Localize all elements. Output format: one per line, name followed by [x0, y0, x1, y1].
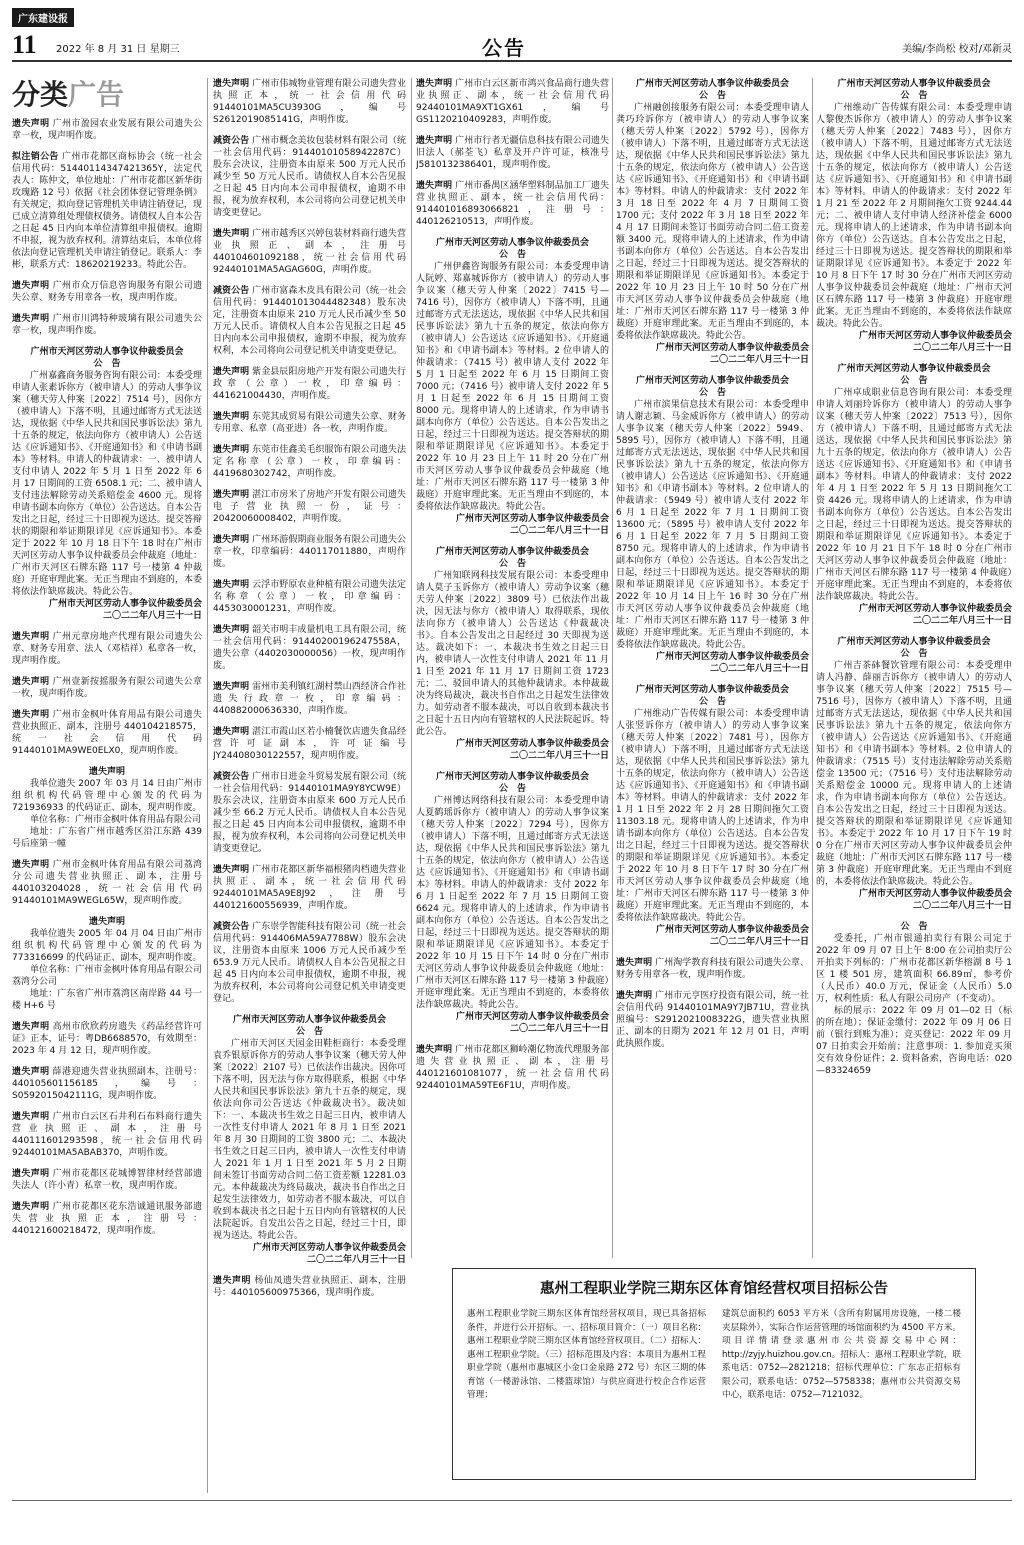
notice-body: 广州卓成职业信息咨询有限公司：本委受理申请人刘丽玲诉你方（被申请人）的劳动人事争议案（穗天劳人仲案〔2022〕7513 号），因你方（被申请人）下落不明，且通过邮寄方式无法送达，现依据《中华人民共和国民事诉讼法》第九十五条的规定，依法向你方（被申请人）公告送达《应诉通知书》、《开庭通知书》和《申请书副本》等材料。申请人的仲裁请求：支付 2022 年 4 月 1 日至 2022 年 5 月 13 日期间拖欠工资 4426 元。现将申请人的上述请求，作为申请书副本向你方（单位）公告送达。自本公告发出之日起，经过三十日即视为送达。提交答辩状的期限和举证期限详见《应诉通知书》。本委定于 2022 年 10 月 21 日下午 18 时 0 分在广州市天河区劳动人事争议仲裁委员会仲裁庭（地址：广州市天河区石牌东路 117 号一楼第 4 仲裁庭）开庭审理此案。无正当理由不到庭的，本委将依法作缺席裁决。特此公告。	[816, 388, 1012, 602]
notice-title: 广州市天河区劳动人事争议仲裁委员会	[232, 1015, 386, 1025]
notice-heading: 遗失声明	[416, 79, 453, 89]
short-notice	[213, 726, 406, 762]
notice-date: 二〇二二年八月三十一日	[912, 616, 1012, 626]
notice-title: 公 告	[900, 922, 928, 932]
notice-text: 广州市元亨医疗投资有限公司，统一社会信用代码 91440101MA9Y7JB71U，营业执照编号：S2912021008322G，遗失营业执照正、副本的日期为 2021 年 12 月 01 日，声明此执照作废。	[616, 991, 809, 1049]
arbitration-notice	[816, 78, 1012, 354]
arbitration-notice	[816, 363, 1012, 627]
newspaper-name: 广东建设报	[12, 8, 74, 27]
notice-text: 广州元章房地产代理有限公司遗失公章、财务专用章、法人（邓桔祥）私章各一枚，现声明作废。	[12, 632, 202, 666]
notice-heading: 减资公告	[213, 286, 250, 296]
notice-list	[12, 1021, 202, 1237]
short-notice	[12, 709, 202, 757]
notice-text: 紫金县辰阳房地产开发有限公司遗失行政章（公章）一枚，印章编码：441621004430，声明作废。	[213, 367, 406, 401]
notice-heading: 遗失声明	[213, 79, 250, 89]
arbitration-notice	[416, 237, 609, 537]
notice-text: 广东崇学智能科技有限公司（统一社会信用代码：914406MA59A7788W）股东会决议，注册资本由原来 1006 万元人民币减少至 653.9 万元人民币。请债权人自本公告见报之日起 45 日内向本公司申报债权，逾期不申报，视为放弃权利，本公司将向公司登记机关申请变更登记。	[213, 922, 406, 1004]
section-title: 公告	[482, 36, 526, 60]
notice-subtitle: 公 告	[498, 250, 526, 260]
notice-list	[213, 78, 406, 1005]
arbitration-notice	[416, 546, 609, 762]
notice-title: 广州市天河区劳动人事争议仲裁委员会	[635, 376, 789, 386]
notice-title: 广州市天河区劳动人事争议仲裁委员会	[30, 347, 184, 357]
notice-title: 广州市天河区劳动人事争议仲裁委员会	[435, 238, 589, 248]
column-divider	[411, 78, 412, 1258]
notice-paragraph: 单位名称：广州市金枫叶体育用品有限公司荔湾分公司	[12, 965, 202, 987]
notice-heading: 遗失声明	[213, 412, 250, 422]
notice-heading: 减资公告	[213, 772, 250, 782]
notice-heading: 减资公告	[213, 136, 250, 146]
column-divider	[207, 78, 208, 1493]
arbitration-notice	[416, 771, 609, 1035]
notice-issuer: 广州市天河区劳动人事争议仲裁委员会	[858, 604, 1012, 614]
notice-subtitle: 公 告	[900, 91, 928, 101]
short-notice	[213, 228, 406, 276]
notice-body: 广州吉茶砵餐饮管理有限公司：本委受理申请人冯静、薛丽吉诉你方（被申请人）的劳动人事争议案（穗天劳人仲案〔2022〕7515 号—7516 号），因你方（被申请人）下落不明，且通过邮寄方式无法送达，现依据《中华人民共和国民事诉讼法》第九十五条的规定，依法向你方（被申请人）公告送达《应诉通知书》、《开庭通知书》和《申请书副本》等材料。2 位申请人的仲裁请求：（7515 号）支付违法解除劳动关系赔偿金 13500 元；（7516 号）支付违法解除劳动关系赔偿金 10000 元。现将申请人的上述请求，作为申请书副本向你方（单位）公告送达。自本公告发出之日起，经过三十日即视为送达。提交答辩状的期限和举证期限详见《应诉通知书》。本委定于 2022 年 10 月 17 日下午 19 时 0 分在广州市天河区劳动人事争议仲裁委员会仲裁庭（地址：广州市天河区石牌东路 117 号一楼第 3 仲裁庭）开庭审理此案。无正当理由不到庭的，本委将依法作缺席裁决。特此公告。	[816, 661, 1012, 887]
arbitration-notice	[213, 1014, 406, 1266]
notice-title: 广州市天河区劳动人事争议仲裁委员会	[837, 364, 991, 374]
notice-body: 广州市滨果信息技术有限公司：本委受理申请人谢志颖、马金威诉你方（被申请人）的劳动人事争议案（穗天劳人仲案〔2022〕5949、5895 号），因你方（被申请人）下落不明，且通过邮寄方式无法送达，现依据《中华人民共和国民事诉讼法》第九十五条的规定，依法向你方（被申请人）公告送达《应诉通知书》、《开庭通知书》和《申请书副本》等材料。2 位申请人的仲裁请求：（5949 号）被申请人支付 2022 年 6 月 1 日起至 2022 年 7 月 1 日期间工资 13600 元；（5895 号）被申请人支付 2022 年 6 月 1 日起至 2022 年 7 月 5 日期间工资 8750 元。现将申请人的上述请求，作为申请书副本向你方（单位）公告送达。自本公告发出之日起，经过三十日即视为送达。提交答辩状的期限和举证期限详见《应诉通知书》。本委定于 2022 年 10 月 14 日上午 16 时 30 分在广州市天河区劳动人事争议仲裁委员会仲裁庭（地址：广州市天河区石牌东路 117 号一楼第 3 仲裁庭）开庭审理此案。无正当理由不到庭的，本委将依法作缺席裁决。特此公告。	[616, 400, 809, 650]
notice-heading: 遗失声明	[616, 991, 653, 1001]
notice-text: 广州市概念美妆包装材料有限公司（统一社会信用代码：91440101058942287C）股东会决议，注册资本由原来 500 万元人民币减少至 50 万元人民币。请债权人自本公告见报之日起 45 日内向本公司申报债权，逾期不申报，视为放弃权利，本公司将向公司登记机关申请变更登记。	[213, 136, 406, 218]
column-1	[12, 78, 202, 1493]
column-2	[213, 78, 406, 1493]
notice-text: 云浮市野原农业种植有限公司遗失法定名称章（公章）一枚，印章编码：4453030001231，声明作废。	[213, 580, 406, 614]
short-notice	[213, 489, 406, 525]
notice-list	[12, 118, 202, 337]
notice-body: 广州融创接服务有限公司：本委受理申请人龚巧玲诉你方（被申请人）的劳动人事争议案（穗天劳人仲案〔2022〕5792 号），因你方（被申请人）下落不明，且通过邮寄方式无法送达，现依据《中华人民共和国民事诉讼法》第九十五条的规定，依法向你方（被申请人）公告送达《应诉通知书》、《开庭通知书》和《申请书副本》等材料。申请人的仲裁请求：支付 2022 年 3 月 18 日至 2022 年 4 月 7 日期间工资 1700 元；支付 2022 年 3 月 18 日至 2022 年 4 月 17 日期间未签订书面劳动合同二倍工资差额 3400 元。现将申请人的上述请求，作为申请书副本向你方（单位）公告送达。自本公告发出之日起，经过三十日即视为送达。提交答辩状的期限和举证期限详见《应诉通知书》。本委定于 2022 年 10 月 23 日上午 10 时 50 分在广州市天河区劳动人事争议仲裁委员会仲裁庭（地址：广州市天河区石牌东路 117 号一楼第 3 仲裁庭）开庭审理此案。无正当理由不到庭的，本委将依法作缺席裁决。特此公告。	[616, 103, 809, 341]
notice-title: 遗失声明	[88, 917, 125, 927]
short-notice	[12, 1168, 202, 1192]
notice-subtitle: 公 告	[295, 1027, 323, 1037]
page-number: 11	[12, 30, 37, 59]
short-notice	[213, 579, 406, 615]
short-notice	[12, 1066, 202, 1102]
short-notice	[213, 1275, 406, 1299]
notice-heading: 遗失声明	[213, 682, 250, 692]
notice-list	[12, 859, 202, 907]
notice-issuer: 广州市天河区劳动人事争议仲裁委员会	[655, 652, 809, 662]
short-notice	[12, 676, 202, 700]
notice-text: 薛港迎遗失营业执照副本，注册号：440105601156185，编号：S0592015042111G，现声明作废。	[12, 1067, 202, 1101]
arbitration-notice	[12, 346, 202, 622]
editor-credits: 美编/李尚松 校对/邓新灵	[902, 44, 1012, 55]
notice-text: 广州市花都区狮岭潮亿物流代理服务部遗失营业执照正、副本，注册号 440121601081077，统一社会信用代码 92440101MA59TE6F1U，声明作废。	[416, 1045, 609, 1091]
notice-heading: 遗失声明	[12, 860, 50, 870]
notice-heading: 遗失声明	[213, 865, 250, 875]
notice-heading: 遗失声明	[213, 727, 250, 737]
notice-heading: 遗失声明	[213, 535, 250, 545]
notice-date: 二〇二二年八月三十一日	[912, 343, 1012, 353]
notice-date: 二〇二二年八月三十一日	[912, 901, 1012, 911]
notice-title: 广州市天河区劳动人事争议仲裁委员会	[435, 772, 589, 782]
notice-date: 二〇二二年八月三十一日	[306, 1255, 406, 1265]
notice-paragraph: 受委托，广州市银通拍卖行有限公司定于 2022 年 09 月 07 日上午 8:00 在公司拍卖厅公开拍卖下列标的：广州市花都区新华榕湖 8 号 1 区 1 楼 501 房，建筑面积 66.89㎡，参考价（人民币）40.0 万元，保证金（人民币）5.0 万，权利性质：私人有限公司房产（不变动）。	[816, 934, 1012, 1004]
notice-text: 广州市花都区花城博智律材经营部遗失法人（许小青）私章一枚，现声明作废。	[12, 1169, 202, 1191]
tender-announcement-box	[452, 1268, 976, 1480]
notice-list	[416, 78, 609, 228]
short-notice	[213, 921, 406, 1005]
short-notice	[12, 313, 202, 337]
lost-certificate-notice	[12, 916, 202, 1012]
notice-list	[12, 631, 202, 757]
tender-body	[467, 1308, 961, 1403]
notice-date: 二〇二二年八月三十一日	[709, 937, 809, 947]
column-5	[816, 78, 1012, 1258]
notice-subtitle: 公 告	[93, 359, 121, 369]
notice-paragraph: 我单位遗失 2007 年 03 月 14 日由广州市组织机构代码管理中心颁发的代码为 721936933 的代码证正、副本，现声明作废。	[12, 779, 202, 813]
short-notice	[213, 444, 406, 480]
notice-issuer: 广州市天河区劳动人事争议仲裁委员会	[455, 514, 609, 524]
notice-subtitle: 公 告	[698, 91, 726, 101]
notice-text: 广州市金枫叶体育用品有限公司遗失营业执照正、副本，注册号 440104218575，统一社会信用代码 91440101MA9WE0ELX0，现声明作废。	[12, 710, 202, 756]
notice-subtitle: 公 告	[900, 649, 928, 659]
notice-issuer: 广州市天河区劳动人事争议仲裁委员会	[252, 1243, 406, 1253]
notice-text: 东莞市佳鑫美毛织服饰有限公司遗失法定名称章（公章）一枚，印章编码：4419680302742，声明作废。	[213, 445, 406, 479]
notice-list	[616, 957, 809, 1050]
notice-title: 广州市天河区劳动人事争议仲裁委员会	[435, 547, 589, 557]
notice-text: 广州市白云区新市鸿兴食品商行遗失营业执照正、副本，统一社会信用代码 92440101MA9XT1GX61，编号 GS1120210409283，声明作废。	[416, 79, 609, 125]
short-notice	[213, 366, 406, 402]
notice-subtitle: 公 告	[698, 697, 726, 707]
short-notice	[616, 957, 809, 981]
notice-paragraph: 我单位遗失 2005 年 04 月 04 日由广州市组织机构代码管理中心颁发的代码为 773316699 的代码证正、副本，现声明作废。	[12, 929, 202, 963]
notice-text: 广州环游假期商业服务有限公司遗失公章一枚，印章编码：440117011880，声明作废。	[213, 535, 406, 569]
notice-list	[416, 1044, 609, 1092]
notice-heading: 遗失声明	[12, 632, 50, 642]
short-notice	[12, 118, 202, 142]
notice-text: 广州市番禺区涵华塑料制品加工厂遗失营业执照正、副本，统一社会信用代码：914401016893066821，注册号：440126210513，声明作废。	[416, 181, 609, 227]
notice-heading: 减资公告	[213, 922, 250, 932]
notice-text: 广州市白云区石井利石布料商行遗失营业执照正、副本，注册号 440111601293598，统一社会信用代码 92440101MA5ABAB370，声明作废。	[12, 1112, 202, 1158]
notice-heading: 遗失声明	[12, 281, 50, 291]
notice-subtitle: 公 告	[498, 784, 526, 794]
banner-main: 分类	[12, 78, 69, 111]
short-notice	[416, 78, 609, 126]
notice-date: 二〇二二年八月三十一日	[509, 1024, 609, 1034]
notice-heading: 遗失声明	[213, 367, 250, 377]
column-4	[616, 78, 809, 1258]
notice-heading: 遗失声明	[213, 445, 250, 455]
short-notice	[213, 681, 406, 717]
notice-heading: 遗失声明	[12, 1067, 50, 1077]
notice-issuer: 广州市天河区劳动人事争议仲裁委员会	[455, 1012, 609, 1022]
short-notice	[213, 864, 406, 912]
notice-heading: 遗失声明	[416, 181, 453, 191]
short-notice	[12, 859, 202, 907]
notice-text: 广州市伟城物业管理有限公司遗失营业执照正本，统一社会信用代码 91440101MA5CU3930G，编号 S2612019085141G，声明作废。	[213, 79, 406, 125]
notice-issuer: 广州市天河区劳动人事争议仲裁委员会	[48, 599, 202, 609]
arbitration-notice	[616, 684, 809, 948]
notice-title: 广州市天河区劳动人事争议仲裁委员会	[635, 79, 789, 89]
tender-title: 惠州工程职业学院三期东区体育馆经营权项目招标公告	[540, 1281, 888, 1297]
short-notice	[12, 151, 202, 271]
notice-heading: 遗失声明	[12, 1169, 50, 1179]
notice-heading: 遗失声明	[213, 1276, 252, 1286]
notice-heading: 遗失声明	[12, 314, 50, 324]
notice-paragraph: 地址：广东省广州市荔湾区南岸路 44 号一楼 H+6 号	[12, 989, 202, 1011]
notice-heading: 遗失声明	[416, 1045, 453, 1055]
short-notice	[416, 180, 609, 228]
notice-text: 广州市花都区商标协会（统一社会信用代码：51440114347421365Y，法定代表人：陈仲文，单位地址：广州市花都区新华街玫瑰路 12 号）依据《社会团体登记管理条例》有关规定，拟向登记管理机关申请注销登记，现已成立清算组处理债权债务。请债权人自本公告之日起 45 日内向本单位清算组申报债权。逾期不申报，视为放弃权利。清算结束后，本单位将依法向登记管理机关申请注销登记。联系人：李彬，联系方式：18620219233。特此公告。	[12, 152, 202, 270]
notice-issuer: 广州市天河区劳动人事争议仲裁委员会	[858, 331, 1012, 341]
notice-title: 广州市天河区劳动人事争议仲裁委员会	[837, 637, 991, 647]
notice-text: 杨仙凤遗失营业执照正、副本，注册号：440105600975366，现声明作废。	[213, 1276, 406, 1298]
header-rule	[12, 60, 1012, 62]
notice-issuer: 广州市天河区劳动人事争议仲裁委员会	[655, 343, 809, 353]
notice-issuer: 广州市天河区劳动人事争议仲裁委员会	[858, 889, 1012, 899]
short-notice	[213, 135, 406, 219]
notice-body: 广州市天河区天园金田鞋柜商行：本委受理袁乔银原诉你方的劳动人事争议案（穗天劳人仲案〔2022〕2107 号）已依法作出裁决。因你可下落不明，因无法与你方取得联系，根据《中华人民共和国民事诉讼法》第九十五条的规定，现依法向你司公告送达《仲裁裁决书》。裁决如下：一、本裁决书生效之日起三日内，被申请人一次性支付申请人 2021 年 8 月 1 日至 2021 年 8 月 30 日期间的工资 3800 元；二、本裁决书生效之日起三日内，被申请人一次性支付申请人 2021 年 1 月 1 日至 2021 年 5 月 2 日期间未签订书面劳动合同二倍工资差额 12281.03 元。本仲裁裁决为终局裁决，裁决书自作出之日起发生法律效力，如劳动者不服本裁决，可以自收到本裁决书之日起十五日内向有管辖权的人民法院起诉。自发出公告之日起，经过三十日，即视为送达。特此公告。	[213, 1039, 406, 1241]
short-notice	[12, 631, 202, 667]
notice-date: 二〇二二年八月三十一日	[709, 664, 809, 674]
notice-body: 广州伊鑫咨询服务有限公司：本委受理申请人阮婷、郑嘉城诉你方（被申请人）的劳动人事争议案（穗天劳人仲案〔2022〕7415 号—7416 号），因你方（被申请人）下落不明，且通过邮寄方式无法送达，现依据《中华人民共和国民事诉讼法》第九十五条的规定，依法向你方（被申请人）公告送达《应诉通知书》、《开庭通知书》和《申请书副本》等材料。2 位申请人的仲裁请求：（7415 号）被申请人支付 2022 年 5 月 1 日起至 2022 年 6 月 15 日期间工资 7000 元；（7416 号）被申请人支付 2022 年 5 月 1 日起至 2022 年 6 月 15 日期间工资 8000 元。现将申请人的上述请求，作为申请书副本向你方（单位）公告送达。自本公告发出之日起，经过三十日即视为送达。提交答辩状的期限和举证期限详见《应诉通知书》。本委定于 2022 年 10 月 23 日上午 11 时 20 分在广州市天河区劳动人事争议仲裁委员会仲裁庭（地址：广州市天河区石牌东路 117 号一楼第 3 仲裁庭）开庭审理此案。无正当理由不到庭的，本委将依法作缺席裁决。特此公告。	[416, 262, 609, 512]
notice-body: 广州博达网络科技有限公司：本委受理申请人夏鹤瑶诉你方（被申请人）的劳动人事争议案（穗天劳人仲案〔2022〕7294 号），因你方（被申请人）下落不明，且通过邮寄方式无法送达，现依据《中华人民共和国民事诉讼法》第九十五条的规定，依法向你方（被申请人）公告送达《应诉通知书》、《开庭通知书》和《申请书副本》等材料。申请人的仲裁请求：支付 2022 年 6 月 1 日起至 2022 年 7 月 15 日期间工资 6624 元。现将申请人的上述请求，作为申请书副本向你方（单位）公告送达。自本公告发出之日起，经过三十日即视为送达。提交答辩状的期限和举证期限详见《应诉通知书》。本委定于 2022 年 10 月 15 日下午 14 时 0 分在广州市天河区劳动人事争议仲裁委员会仲裁庭（地址：广州市天河区石牌东路 117 号一楼第 3 仲裁庭）开庭审理此案。无正当理由不到庭的，本委将依法作缺席裁决。特此公告。	[416, 796, 609, 1010]
short-notice	[12, 1021, 202, 1057]
notice-paragraph: 地址：广东省广州市越秀区沿江东路 439 号后座第一幢	[12, 827, 202, 849]
notice-text: 广州市盈园农业发展有限公司遗失公章一枚，现声明作废。	[12, 119, 202, 141]
notice-text: 湛江市房米了房地产开发有限公司遗失电子营业执照一份，证号：20420060008402，声明作废。	[213, 490, 406, 524]
short-notice	[213, 411, 406, 435]
notice-issuer: 广州市天河区劳动人事争议仲裁委员会	[455, 739, 609, 749]
tender-text-left: 惠州工程职业学院三期东区体育馆经营权项目，现已具备招标条件，并进行公开招标。一、招标项目简介：（一）项目名称：惠州工程职业学院三期东区体育馆经营权项目。（二）招标人：惠州工程职业学院。（三）招标范围及内容：本项目为惠州工程职业学院（惠州市惠城区小金口金泉路 272 号）东区三期的体育馆（一楼游泳馆、二楼篮球馆）与供应商进行校企合作运营管理；	[467, 1309, 706, 1400]
notice-heading: 遗失声明	[12, 1022, 50, 1032]
short-notice	[12, 1201, 202, 1237]
notice-text: 广州市花都区新华福根猪肉档遗失营业执照正、副本，统一社会信用代码 92440101MA5A9E8J92，注册号 440121600556939，声明作废。	[213, 865, 406, 911]
notice-text: 广州市越秀区兴婷包装材料商行遗失营业执照正、副本，注册号 440104601092188，统一社会信用代码 92440101MA5AGAG60G，声明作废。	[213, 229, 406, 275]
notice-text: 韶关市明丰成量机电工具有限公司，统一社会信用代码：91440200196247558A，遗失公章（4402030000056）一枚，现声明作废。	[213, 625, 406, 671]
short-notice	[213, 624, 406, 672]
notice-subtitle: 公 告	[698, 388, 726, 398]
notice-text: 广州市众万信息咨询服务有限公司遗失公章、财务专用章各一枚，现声明作废。	[12, 281, 202, 303]
issue-date: 2022 年 8 月 31 日 星期三	[56, 44, 180, 55]
short-notice	[213, 534, 406, 570]
notice-heading: 遗失声明	[12, 1112, 50, 1122]
notice-text: 高州市欣欣药房遗失《药品经营许可证》正本，证号：粤DB6688570，有效期至：2023 年 4 月 12 日，现声明作废。	[12, 1022, 202, 1056]
notice-title: 遗失声明	[88, 767, 125, 777]
notice-body: 广州维动广告传媒有限公司：本委受理申请人黎俊杰诉你方（被申请人）的劳动人事争议案（穗天劳人仲案〔2022〕7483 号），因你方（被申请人）下落不明，且通过邮寄方式无法送达，现依据《中华人民共和国民事诉讼法》第九十五条的规定，依法向你方（被申请人）公告送达《应诉通知书》、《开庭通知书》和《申请书副本》等材料。申请人的仲裁请求：支付 2022 年 1 月 21 至 2022 年 2 月期间拖欠工资 9244.44 元；二、被申请人支付申请人经济补偿金 6000 元。现将申请人的上述请求，作为申请书副本向你方（单位）公告送达。自本公告发出之日起，经过三十日即视为送达。提交答辩状的期限和举证期限详见《应诉通知书》。本委定于 2022 年 10 月 8 日下午 17 时 30 分在广州市天河区劳动人事争议仲裁委员会仲裁庭（地址：广州市天河区石牌东路 117 号一楼第 3 仲裁庭）开庭审理此案。无正当理由不到庭的，本委将依法作缺席裁决。特此公告。	[816, 103, 1012, 329]
short-notice	[213, 78, 406, 126]
auction-notice	[816, 921, 1012, 1077]
short-notice	[416, 1044, 609, 1092]
short-notice	[416, 135, 609, 171]
notice-body: 广州嘉鑫商务服务咨询有限公司：本委受理申请人张素诉你方（被申请人）的劳动人事争议案（穗天劳人仲案〔2022〕7514 号），因你方（被申请人）下落不明，且通过邮寄方式无法送达，现依据《中华人民共和国民事诉讼法》第九十五条的规定，依法向你方（被申请人）公告送达《应诉通知书》、《开庭通知书》和《申请书副本》等材料。申请人的仲裁请求：一、被申请人支付申请人 2022 年 5 月 1 日至 2022 年 6 月 17 日期间的工资 6508.1 元；二、被申请人支付违法解除劳动关系赔偿金 4600 元。现将申请书副本向你方（单位）公告送达。自本公告发出之日起，经过三十日即视为送达。提交答辩状的期限和举证期限详见《应诉通知书》。本委定于 2022 年 10 月 18 日下午 18 时在广州市天河区劳动人事争议仲裁委员会仲裁庭（地址：广州市天河区石牌东路 117 号一楼第 4 仲裁庭）开庭审理此案。无正当理由不到庭的，本委将依法作缺席裁决。特此公告。	[12, 371, 202, 597]
footer-rule	[12, 1500, 1012, 1501]
arbitration-notice	[616, 78, 809, 366]
lost-certificate-notice	[12, 766, 202, 850]
notice-title: 广州市天河区劳动人事争议仲裁委员会	[635, 685, 789, 695]
notice-text: 广州壹新按摇服务有限公司遗失公章一枚，现声明作废。	[12, 677, 202, 699]
short-notice	[213, 771, 406, 855]
notice-subtitle: 公 告	[498, 559, 526, 569]
notice-text: 广州市川鸿特种玻璃有限公司遗失公章一枚，现声明作废。	[12, 314, 202, 336]
notice-text: 广州市富森木皮具有限公司（统一社会信用代码：914401013044482348）股东决定，注册资本由原来 210 万元人民币减少至 50 万元人民币。请债权人自本公告见报之日起 45 日内向本公司申报债权，逾期不申报，视为放弃权利，本公司将向公司登记机关申请变更登记。	[213, 286, 406, 356]
notice-heading: 遗失声明	[213, 580, 250, 590]
notice-heading: 遗失声明	[213, 229, 250, 239]
notice-date: 二〇二二年八月三十一日	[509, 751, 609, 761]
notice-body: 广州维动广告传媒有限公司：本委受理申请人张竖诉你方（被申请人）的劳动人事争议案（穗天劳人仲案〔2022〕7481 号），因你方（被申请人）下落不明，且通过邮寄方式无法送达，现依据《中华人民共和国民事诉讼法》第九十五条的规定，依法向你方（被申请人）公告送达《应诉通知书》、《开庭通知书》和《申请书副本》等材料。申请人的仲裁请求：支付 2022 年 1 月 1 日至 2022 年 2 月 28 日期间拖欠工资 11303.18 元。现将申请人的上述请求，作为申请书副本向你方（单位）公告送达。自本公告发出之日起，经过三十日即视为送达。提交答辩状的期限和举证期限详见《应诉通知书》。本委定于 2022 年 10 月 8 日下午 17 时 30 分在广州市天河区劳动人事争议仲裁委员会仲裁庭（地址：广州市天河区石牌东路 117 号一楼第 3 仲裁庭）开庭审理此案。无正当理由不到庭的，本委将依法作缺席裁决。特此公告。	[616, 709, 809, 923]
notice-heading: 遗失声明	[213, 490, 250, 500]
short-notice	[12, 280, 202, 304]
notice-text: 广州市花都区花东浩诚通讯服务部遗失营业执照正本，注册号：440121600218472，现声明作废。	[12, 1202, 202, 1236]
notice-heading: 遗失声明	[12, 1202, 50, 1212]
notice-subtitle: 公 告	[900, 376, 928, 386]
notice-heading: 拟注销公告	[12, 152, 59, 162]
notice-date: 二〇二二年八月三十一日	[509, 526, 609, 536]
notice-text: 广州市日进金斗贸易发展有限公司（统一社会信用代码：91440101MA9Y8YCW9E）股东会决议，注册资本由原来 600 万元人民币减少至 66.2 万元人民币。请债权人自本公告见报之日起 45 日内向本公司申报债权，逾期不申报，视为放弃权利，本公司将向公司登记机关申请变更登记。	[213, 772, 406, 854]
notice-heading: 遗失声明	[616, 958, 653, 968]
notice-list	[213, 1275, 406, 1299]
notice-text: 广州市金枫叶体育用品有限公司荔湾分公司遗失营业执照正、副本，注册号 440103204028，统一社会信用代码 91440101MA9WEGL65W，现声明作废。	[12, 860, 202, 906]
short-notice	[213, 285, 406, 357]
short-notice	[12, 1111, 202, 1159]
notice-text: 湛江市霞山区若小楠餐饮店遗失食品经营许可证副本，许可证编号 JY24408030122557，现声明作废。	[213, 727, 406, 761]
short-notice	[616, 990, 809, 1050]
notice-date: 二〇二二年八月三十一日	[709, 355, 809, 365]
notice-heading: 遗失声明	[416, 136, 453, 146]
tender-text-right: 建筑总面积约 6053 平方米（含所有附属用房设施，一楼二楼夹层除外），实际合作运营管理的场馆面积约为 4500 平方米。项目详情请登录惠州市公共资源交易中心网：http://zyjy.huizhou.gov.cn。招标人：惠州工程职业学院，联系电话：0752—2821218；招标代理单位：广东志正招标有限公司，联系电话：0752—5758338；惠州市公共资源交易中心，联系电话：0752—7121032。	[722, 1309, 961, 1400]
notice-text: 东莞其成贸易有限公司遗失公章、财务专用章、私章（高亚进）各一枚，声明作废。	[213, 412, 406, 434]
notice-title: 广州市天河区劳动人事争议仲裁委员会	[837, 79, 991, 89]
column-divider	[812, 78, 813, 1258]
notice-issuer: 广州市天河区劳动人事争议仲裁委员会	[655, 925, 809, 935]
notice-heading: 遗失声明	[213, 625, 250, 635]
notice-text: 广州市行者无疆信息科技有限公司遗失旧法人（郝荃飞）私章及开户许可证，核准号 J5810132386401，现声明作废。	[416, 136, 609, 170]
classified-ads-banner	[12, 78, 202, 118]
notice-heading: 遗失声明	[12, 119, 50, 129]
notice-heading: 遗失声明	[12, 677, 50, 687]
column-divider	[612, 78, 613, 1258]
notice-heading: 遗失声明	[12, 710, 50, 720]
column-3	[416, 78, 609, 1258]
arbitration-notice	[816, 636, 1012, 912]
notice-body: 广州知联网科技发展有限公司：本委受理申请人莫子玉诉你方（被申请人）劳动争议案（穗天劳人仲案〔2022〕3809 号）已依法作出裁决，因无法与你方（被申请人）取得联系，现依法向你方（被申请人）公告送达《仲裁裁决书》。自本公告发出之日起经过 30 天即视为送达。裁决如下：一、本裁决书生效之日起三日内，被申请人一次性支付申请人 2021 年 11 月 1 日至 2021 年 11 月 17 日期间工资 1723 元；二、驳回申请人的其他仲裁请求。本仲裁裁决为终局裁决，裁决书自作出之日起发生法律效力。如劳动者不服本裁决，可以自收到本裁决书之日起十五日内向有管辖权的人民法院起诉。特此公告。	[416, 571, 609, 737]
notice-date: 二〇二二年八月三十一日	[102, 611, 202, 621]
notice-paragraph: 单位名称：广州市金枫叶体育用品有限公司	[30, 815, 202, 825]
notice-paragraph: 标的展示：2022 年 09 月 01—02 日（标的所在地）；保证金缴付：2022 年 09 月 06 日前（银行到账为准）；竞买登记：2022 年 09 月 07 日拍卖会开始前；注意事项：1. 参加竞买须交有效身份证件；2. 资料备索，咨询电话：020—83324659	[816, 1006, 1012, 1076]
banner-accent: 广告	[68, 78, 125, 111]
arbitration-notice	[616, 375, 809, 675]
notice-text: 雷州市美利镇红湖村禁山西经济合作社遗失行政章一枚，印章编码：440882000636330，声明作废。	[213, 682, 406, 716]
page-header	[12, 8, 1012, 60]
notice-text: 广州淘学教育科技有限公司遗失公章、财务专用章各一枚，现声明作废。	[616, 958, 809, 980]
